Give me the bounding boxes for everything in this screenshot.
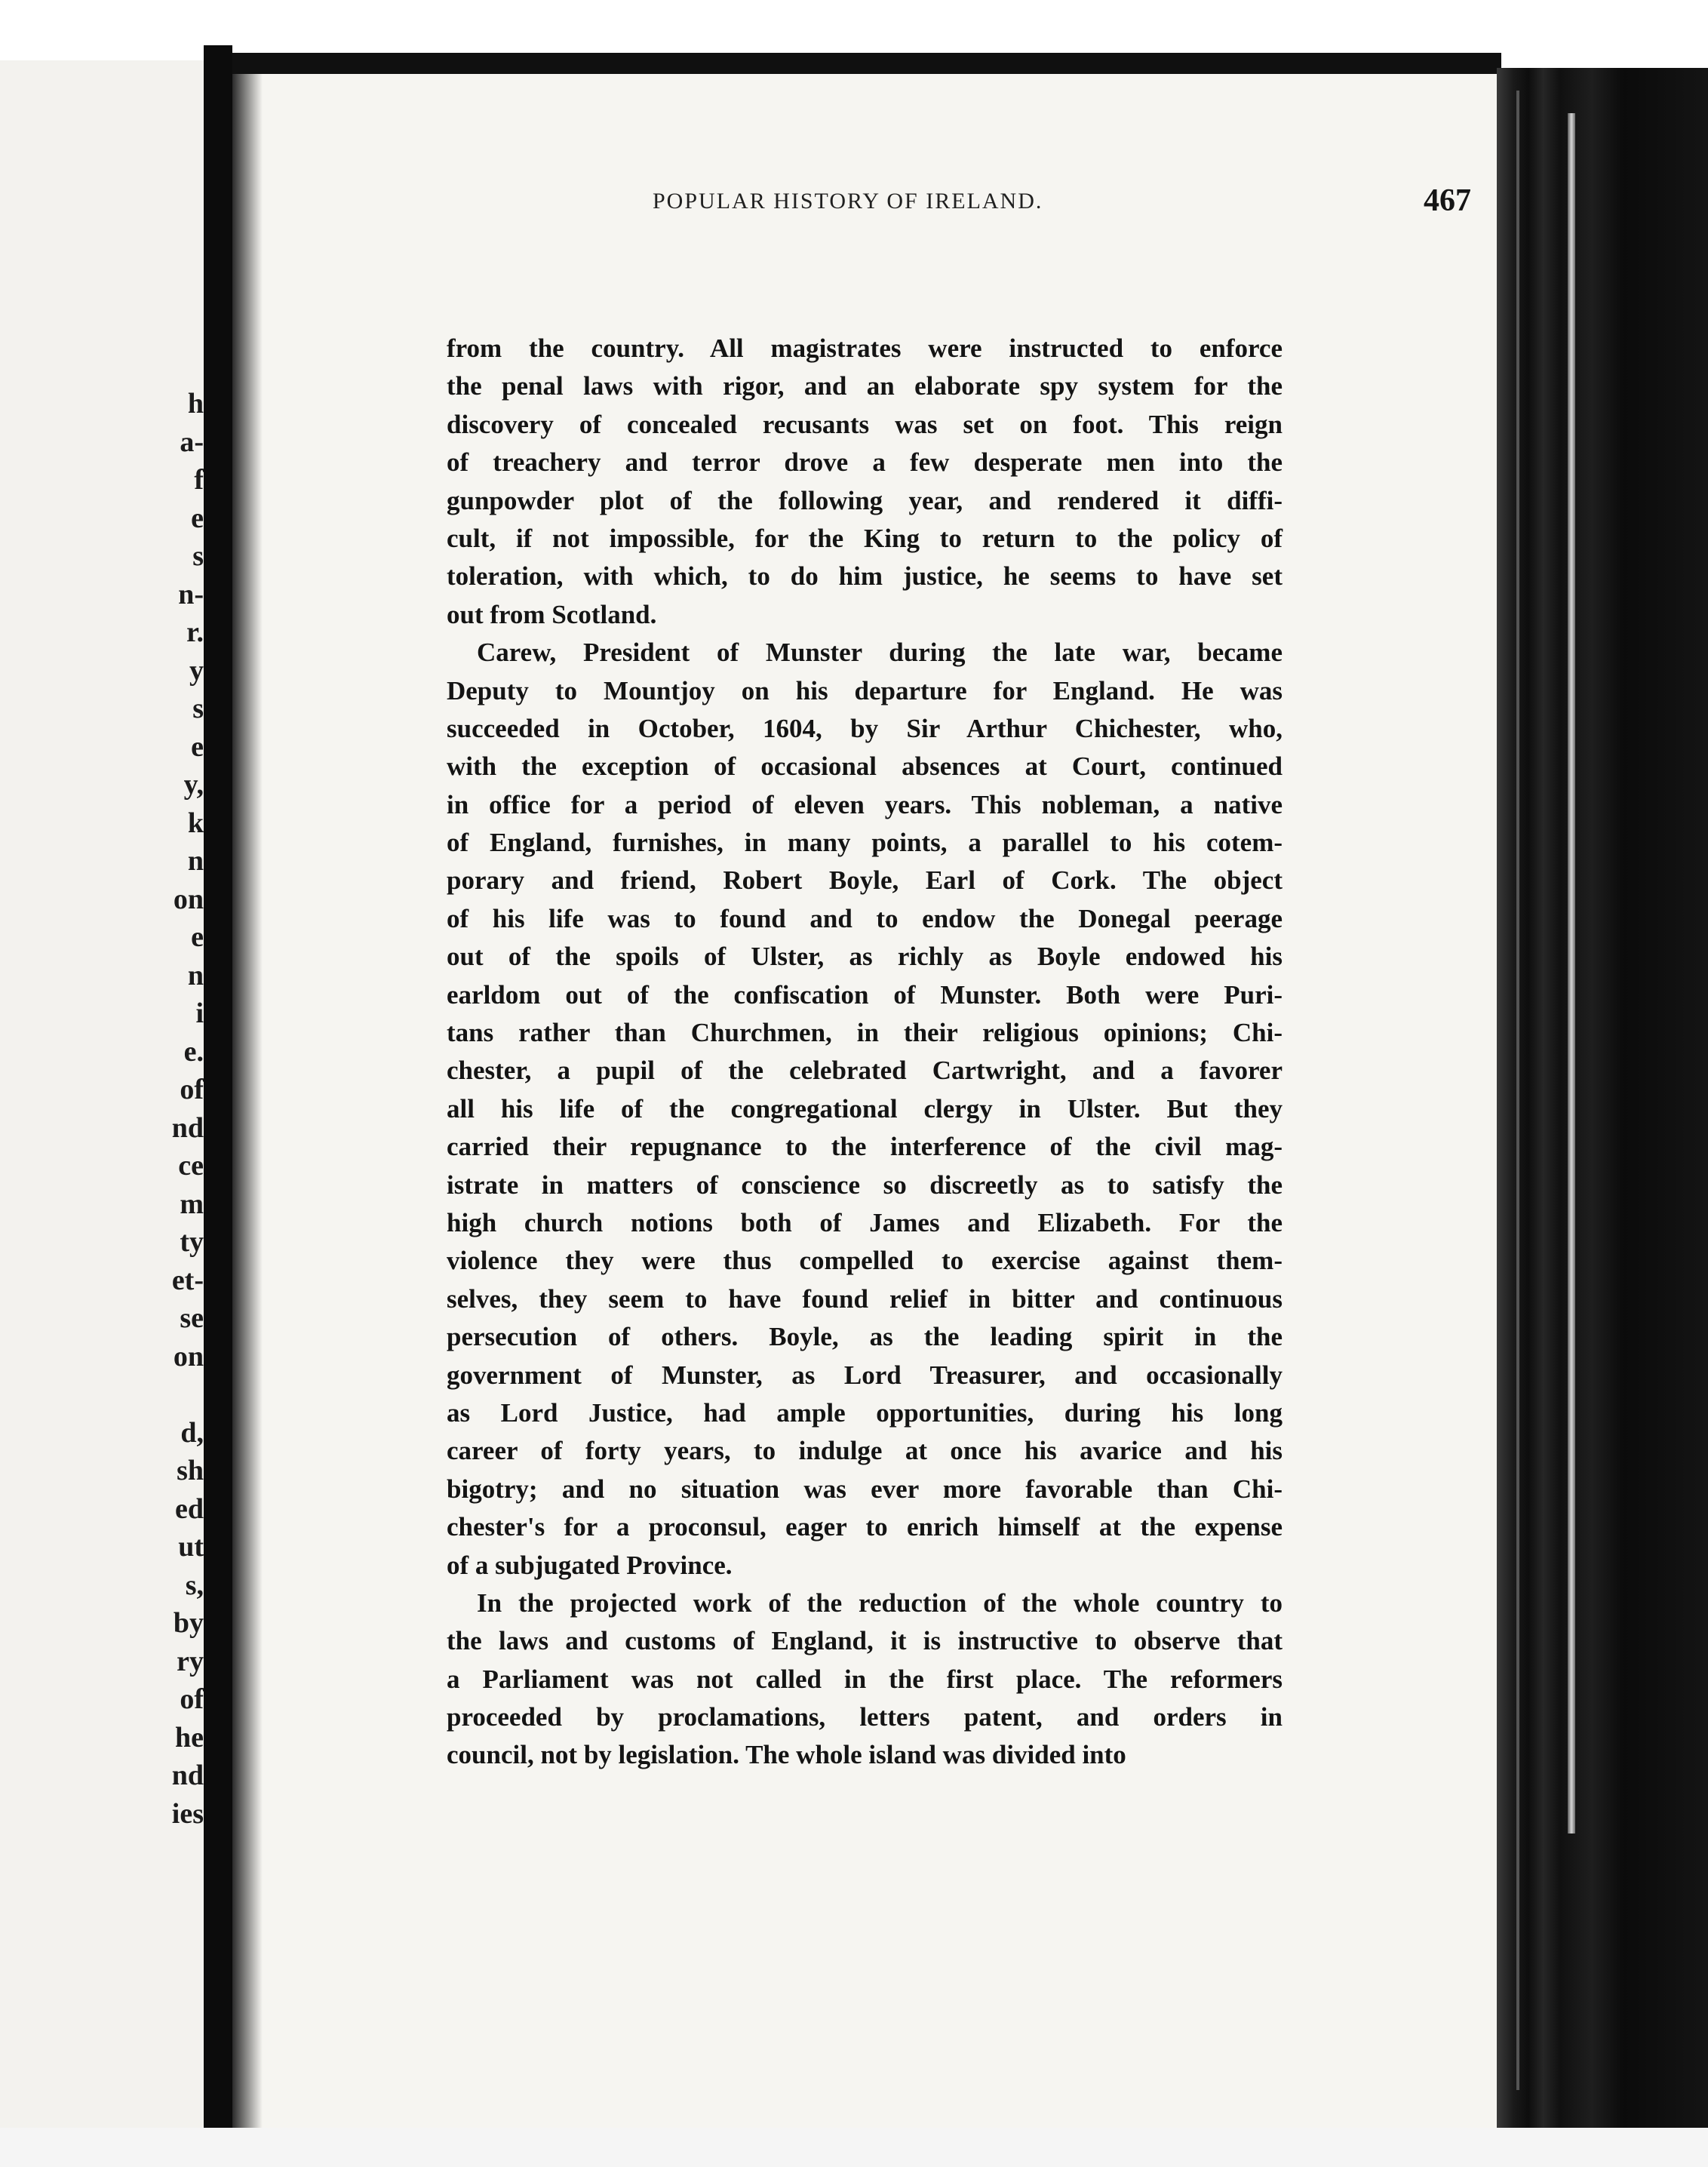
left-page-fragment: ty (180, 1226, 204, 1258)
text-line: with the exception of occasional absences at Court, continued (447, 752, 1283, 782)
left-page-fragment: ce (178, 1150, 204, 1182)
text-line: all his life of the congregational clergy in Ulster. But they (447, 1093, 1283, 1123)
text-line: violence they were thus compelled to exercise against them- (447, 1246, 1283, 1276)
left-page-fragment: s (192, 540, 204, 572)
left-page-fragment: m (180, 1188, 204, 1220)
left-page-fragment: h (187, 388, 204, 420)
left-page-fragment: nd (171, 1111, 204, 1144)
text-line: porary and friend, Robert Boyle, Earl of Cork. The object (447, 865, 1283, 896)
text-line: of England, furnishes, in many points, a parallel to his cotem- (447, 828, 1283, 858)
text-line: proceeded by proclamations, letters patent, and orders in (447, 1702, 1283, 1732)
left-page-fragment: r. (186, 616, 204, 648)
text-line: of his life was to found and to endow the Donegal peerage (447, 903, 1283, 933)
left-page-fragment: a- (180, 426, 204, 458)
left-page-fragment: n- (178, 578, 204, 610)
text-line: discovery of concealed recusants was set on foot. This reign (447, 409, 1283, 439)
text-line: career of forty years, to indulge at once his avarice and his (447, 1436, 1283, 1466)
left-page-fragment: ry (177, 1645, 204, 1677)
text-line: from the country. All magistrates were instructed to enforce (447, 334, 1283, 363)
text-line: succeeded in October, 1604, by Sir Arthur Chichester, who, (447, 713, 1283, 743)
text-line: carried their repugnance to the interference of the civil mag- (447, 1132, 1283, 1162)
text-line: of treachery and terror drove a few desperate men into the (447, 447, 1283, 478)
header-title: POPULAR HISTORY OF IRELAND. (653, 189, 1043, 214)
text-line: toleration, with which, to do him justice, he seems to have set (447, 561, 1283, 592)
left-page-fragment: et- (171, 1264, 204, 1296)
left-page-fragment: e (191, 502, 204, 534)
left-page-fragment: e (191, 921, 204, 953)
left-page-fragment: y, (183, 769, 204, 801)
text-line: out from Scotland. (447, 599, 657, 629)
running-header (419, 183, 1471, 234)
text-line: government of Munster, as Lord Treasurer, and occasionally (447, 1360, 1283, 1390)
text-line: a Parliament was not called in the first place. The reformers (447, 1664, 1283, 1694)
page-inner-shadow (232, 74, 263, 2134)
text-line: as Lord Justice, had ample opportunities, during his long (447, 1397, 1283, 1428)
left-page-fragment: e (191, 730, 204, 763)
text-line: out of the spoils of Ulster, as richly as Boyle endowed his (447, 942, 1283, 972)
page-number: 467 (1424, 183, 1471, 218)
text-line: In the projected work of the reduction of the whole country to (477, 1588, 1283, 1618)
text-line: tans rather than Churchmen, in their religious opinions; Chi- (447, 1018, 1283, 1048)
book-binding-edge (1497, 68, 1708, 2135)
text-line: persecution of others. Boyle, as the leading spirit in the (447, 1322, 1283, 1352)
text-line: council, not by legislation. The whole island was divided into (447, 1740, 1126, 1770)
left-page-fragment: i (195, 997, 204, 1029)
text-line: chester's for a proconsul, eager to enrich himself at the expense (447, 1512, 1283, 1542)
text-line: gunpowder plot of the following year, and rendered it diffi- (447, 485, 1283, 515)
text-line: high church notions both of James and Elizabeth. For the (447, 1207, 1283, 1237)
left-facing-page (0, 60, 204, 2143)
left-page-fragment: y (189, 654, 204, 687)
text-line: in office for a period of eleven years. This nobleman, a native (447, 789, 1283, 819)
scan-background-bottom (0, 2128, 1708, 2167)
text-line: earldom out of the confiscation of Munster. Both were Puri- (447, 979, 1283, 1010)
left-page-text-fragments (0, 385, 204, 1833)
left-page-fragment (0, 1376, 204, 1414)
left-page-fragment: d, (180, 1416, 204, 1449)
left-page-fragment: n (187, 845, 204, 877)
left-page-fragment: he (175, 1721, 204, 1754)
left-page-fragment: of (180, 1074, 204, 1105)
text-line: the penal laws with rigor, and an elaborate spy system for the (447, 371, 1283, 401)
text-line: chester, a pupil of the celebrated Cartwright, and a favorer (447, 1056, 1283, 1086)
left-page-fragment: of (180, 1683, 204, 1715)
text-line: of a subjugated Province. (447, 1550, 733, 1580)
text-line: bigotry; and no situation was ever more favorable than Chi- (447, 1474, 1283, 1504)
text-line: the laws and customs of England, it is instructive to observe that (447, 1626, 1283, 1656)
text-line: istrate in matters of conscience so discreetly as to satisfy the (447, 1170, 1283, 1200)
text-line: Deputy to Mountjoy on his departure for England. He was (447, 675, 1283, 705)
left-page-fragment: f (194, 464, 204, 496)
left-page-fragment: s, (185, 1569, 204, 1601)
left-page-fragment: n (187, 959, 204, 991)
body-text (447, 330, 1283, 1775)
left-page-fragment: se (180, 1302, 204, 1334)
left-page-fragment: by (173, 1607, 204, 1639)
left-page-fragment: ut (178, 1531, 204, 1563)
left-page-fragment: k (187, 807, 204, 839)
text-line: Carew, President of Munster during the late war, became (477, 638, 1283, 668)
text-line: selves, they seem to have found relief in bitter and continuous (447, 1283, 1283, 1314)
left-page-fragment: on (173, 1340, 204, 1372)
book-gutter (204, 45, 232, 2150)
binding-highlight (1568, 113, 1575, 1833)
binding-streak (1516, 91, 1519, 2090)
left-page-fragment: nd (171, 1760, 204, 1791)
left-page-fragment: e. (183, 1035, 204, 1068)
left-page-fragment: on (173, 883, 204, 915)
left-page-fragment: ies (171, 1797, 204, 1830)
left-page-fragment: sh (177, 1455, 204, 1486)
left-page-fragment: s (192, 693, 204, 724)
left-page-fragment: ed (175, 1492, 204, 1525)
text-line: cult, if not impossible, for the King to return to the policy of (447, 523, 1283, 553)
